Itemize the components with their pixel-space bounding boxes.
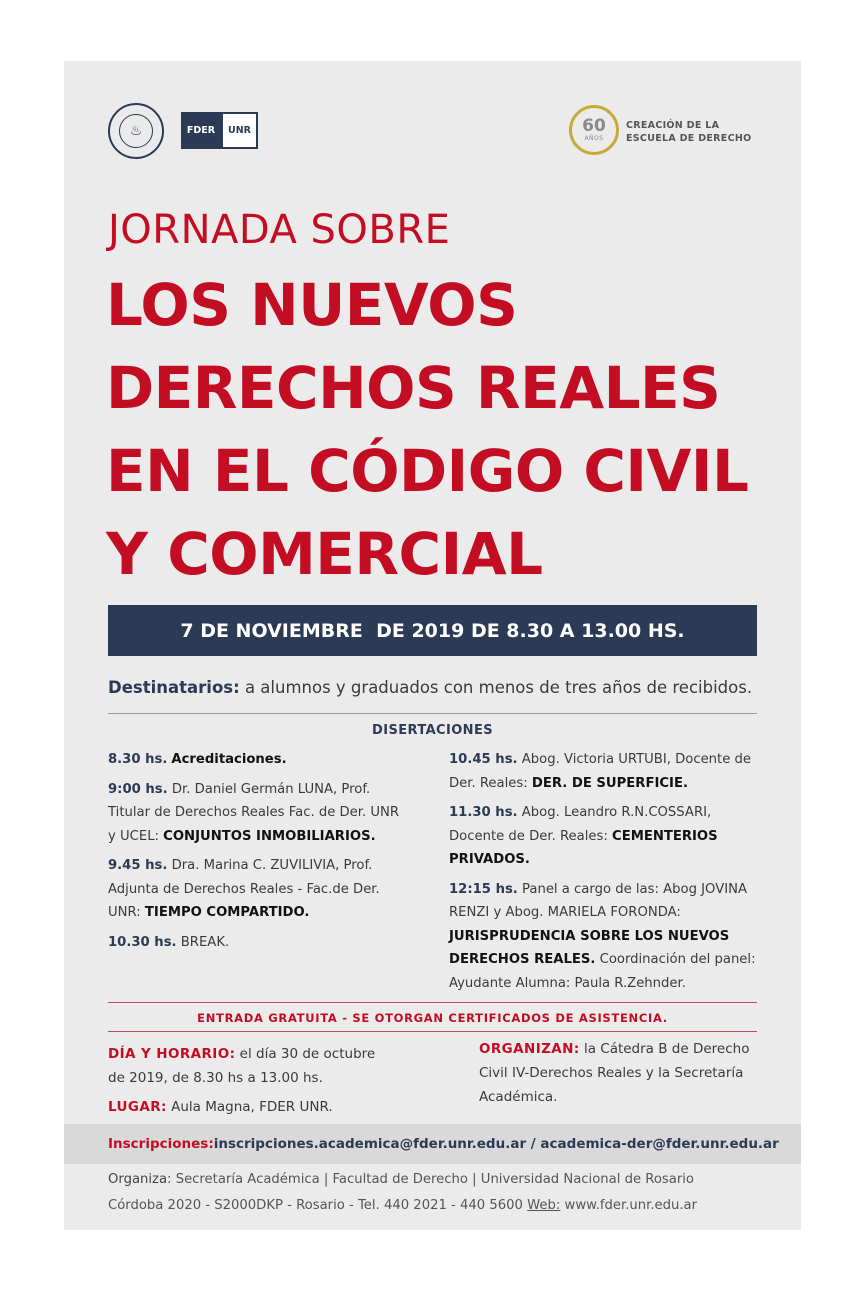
schedule-item	[108, 931, 408, 955]
footer-web-url[interactable]: www.fder.unr.edu.ar	[560, 1198, 698, 1213]
day-time-label: DÍA Y HORARIO:	[108, 1046, 236, 1062]
schedule-topic: Acreditaciones.	[171, 752, 287, 767]
fder-logo: FDER	[181, 112, 221, 149]
schedule-topic: CONJUNTOS INMOBILIARIOS.	[163, 828, 376, 844]
divider-red-top	[108, 1002, 757, 1003]
schedule-left-column	[108, 748, 408, 960]
registration-emails[interactable]: inscripciones.academica@fder.unr.edu.ar / academica-der@fder.unr.edu.ar	[213, 1136, 779, 1152]
schedule-right-column	[449, 748, 759, 1001]
destinatarios-label: Destinatarios:	[108, 678, 240, 697]
schedule-time: 10.30 hs.	[108, 934, 177, 950]
schedule-time: 12:15 hs.	[449, 881, 518, 897]
title-line-2: DERECHOS REALES	[106, 354, 721, 422]
disertaciones-title: DISERTACIONES	[372, 723, 493, 738]
destinatarios-text: a alumnos y graduados con menos de tres años de recibidos.	[239, 678, 753, 697]
schedule-time: 9:00 hs.	[108, 781, 168, 797]
destinatarios	[108, 678, 752, 697]
divider	[108, 713, 757, 714]
footer-organiza-text: Secretaría Académica | Facultad de Derecho | Universidad Nacional de Rosario	[171, 1172, 695, 1187]
day-time-text2: de 2019, de 8.30 hs a 13.00 hs.	[108, 1070, 323, 1086]
organizers	[479, 1037, 779, 1109]
schedule-text: Abog. Victoria URTUBI, Docente de Der. Reales:	[449, 752, 752, 791]
unr-logo: UNR	[221, 112, 258, 149]
free-entry-notice: ENTRADA GRATUITA - SE OTORGAN CERTIFICADOS DE ASISTENCIA.	[197, 1011, 668, 1025]
schedule-after: Coordinación del panel: Ayudante Alumna: Paula R.Zehnder.	[449, 952, 756, 991]
schedule-item	[108, 748, 408, 772]
schedule-item	[449, 801, 759, 872]
registration-bar	[64, 1124, 801, 1164]
torch-icon: ♨	[119, 114, 153, 148]
venue-text: Aula Magna, FDER UNR.	[166, 1099, 333, 1115]
schedule-text: Dra. Marina C. ZUVILIVIA, Prof. Adjunta de Derechos Reales - Fac.de Der. UNR:	[108, 858, 380, 920]
schedule-item	[108, 778, 408, 849]
poster	[64, 61, 801, 1230]
footer-address	[108, 1198, 697, 1213]
organizers-text3: Académica.	[479, 1089, 558, 1105]
anniversary-number: 60	[582, 116, 606, 136]
anniversary-line1: CREACIÓN DE LA	[626, 120, 720, 131]
date-banner: 7 DE NOVIEMBRE DE 2019 DE 8.30 A 13.00 HS.	[108, 605, 757, 656]
organizers-text2: Civil IV-Derechos Reales y la Secretaría	[479, 1065, 744, 1081]
anniversary-unit: AÑOS	[584, 135, 604, 142]
registration-label: Inscripciones:	[108, 1136, 214, 1152]
schedule-time: 8.30 hs.	[108, 752, 168, 767]
schedule-time: 11.30 hs.	[449, 805, 518, 820]
organizers-line1	[479, 1037, 779, 1061]
anniversary-caption	[626, 119, 796, 145]
footer-organiza-label: Organiza:	[108, 1172, 172, 1187]
schedule-time: 10.45 hs.	[449, 752, 518, 767]
schedule-topic: DER. DE SUPERFICIE.	[531, 775, 688, 791]
day-time-text1: el día 30 de octubre	[235, 1046, 376, 1062]
schedule-topic: TIEMPO COMPARTIDO.	[144, 905, 310, 920]
venue-label: LUGAR:	[108, 1099, 167, 1115]
anniversary-line2: ESCUELA DE DERECHO	[626, 133, 752, 144]
day-and-time	[108, 1042, 428, 1090]
university-seal-icon	[108, 103, 164, 159]
schedule-item	[108, 854, 408, 925]
schedule-item	[449, 748, 759, 795]
organizers-text1: la Cátedra B de Derecho	[579, 1041, 750, 1057]
footer-address-text: Córdoba 2020 - S2000DKP - Rosario - Tel. 440 2021 - 440 5600	[108, 1198, 528, 1213]
schedule-item	[449, 878, 759, 996]
schedule-text: Abog. Leandro R.N.COSSARI, Docente de Der. Reales:	[449, 805, 712, 844]
title-line-4: Y COMERCIAL	[106, 520, 543, 588]
day-time-line1	[108, 1042, 428, 1066]
schedule-topic: CEMENTERIOS PRIVADOS.	[449, 828, 718, 867]
venue	[108, 1095, 428, 1119]
title-line-3: EN EL CÓDIGO CIVIL	[106, 437, 749, 505]
event-subtitle: JORNADA SOBRE	[108, 207, 451, 253]
footer-web-label: Web:	[527, 1198, 561, 1213]
organizers-label: ORGANIZAN:	[479, 1041, 580, 1057]
anniversary-laurel-icon	[569, 105, 619, 155]
schedule-time: 9.45 hs.	[108, 858, 168, 873]
schedule-text: Panel a cargo de las: Abog JOVINA RENZI y Abog. MARIELA FORONDA:	[449, 881, 747, 920]
title-line-1: LOS NUEVOS	[106, 271, 518, 339]
footer-organiza	[108, 1172, 694, 1187]
schedule-text: BREAK.	[176, 934, 230, 950]
schedule-topic: JURISPRUDENCIA SOBRE LOS NUEVOS DERECHOS REALES.	[449, 928, 730, 967]
schedule-text: Dr. Daniel Germán LUNA, Prof. Titular de Derechos Reales Fac. de Der. UNR y UCEL:	[108, 781, 400, 844]
divider-red-bottom	[108, 1031, 757, 1032]
